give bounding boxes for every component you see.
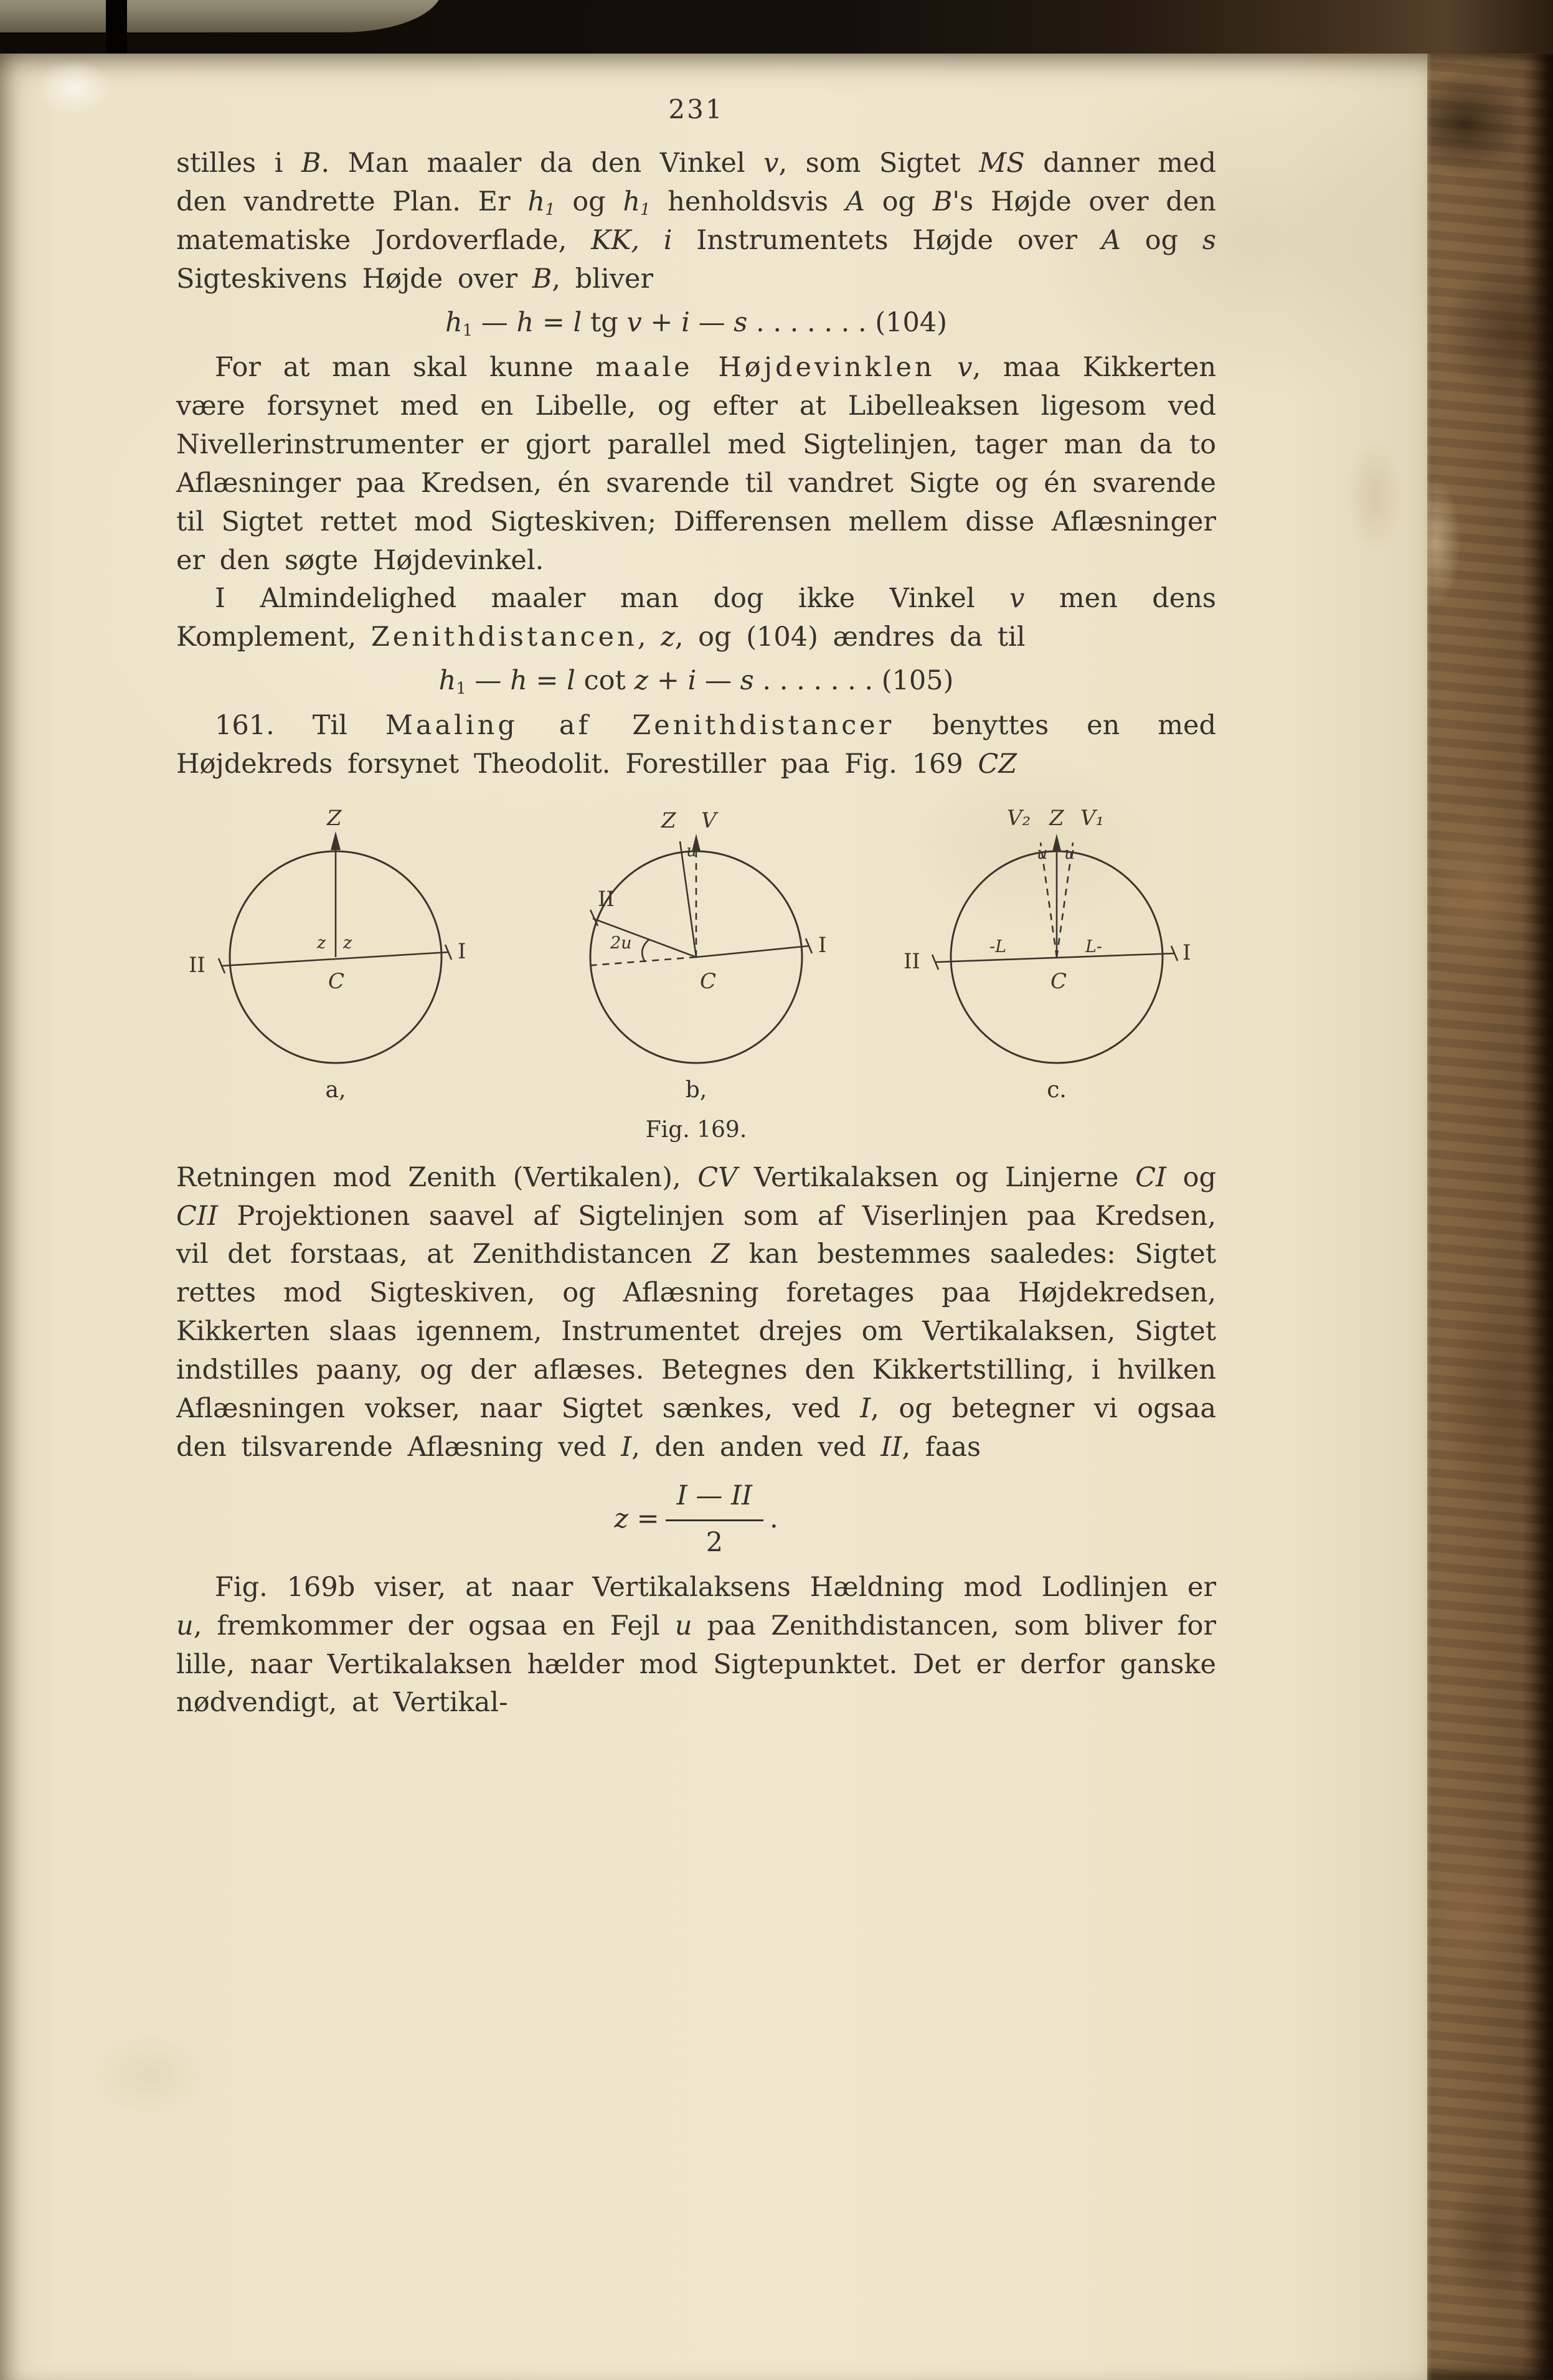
label-z-angle-right: z [343,933,352,953]
tick-left [590,910,598,926]
figure-sublabel-a: a, [325,1077,346,1103]
book-fore-edge [1427,54,1553,2380]
label-v2-axis: V₂ [1007,805,1031,831]
page-number: 231 [668,94,724,125]
paragraph-1: stilles i B. Man maaler da den Vinkel v, som Sigtet MS danner med den vandrette Plan. Er $h_1$ og $h_1$ henholdsvis A og B's Højde over den matematiske Jordoverflade, KK, i Instrumentets Højde over A og s Sigteskivens Højde over B, bliver [176,148,1216,295]
arrowhead [331,831,341,850]
label-level-left: -L [989,937,1007,956]
label-center-c: C [328,968,345,994]
label-center-c: C [1050,968,1067,994]
paper-stain [37,60,112,116]
fraction-lhs: z = [614,1503,659,1535]
label-v-axis: V [701,808,717,833]
paragraph-6: Fig. 169b viser, at naar Vertikalaksens Hældning mod Lodlinjen er u, fremkommer der ogsaa en Fejl u paa Zenithdistancen, som bliver for lille, naar Vertikalaksen hælder mod Sigtepunktet. Det er derfor ganske nødvendigt, at Vertikal- [176,1571,1216,1719]
book-cover-curve [0,0,442,32]
label-z-axis: Z [661,808,676,833]
diagram-b-circle [540,803,852,1070]
index-line-upper-left [593,918,696,957]
index-line [936,953,1175,962]
fraction-period: . [769,1503,778,1535]
formula-104: $h_1$ — h = l tg v + i — s . . . . . . . (104) [445,307,947,340]
label-reading-II: II [189,952,205,978]
figure-169 [176,803,1216,1146]
figure-diagram-b [540,803,852,1107]
formula-zenith-distance [176,1477,1216,1562]
label-u-angle: u [686,841,697,861]
paragraph-5: Retningen mod Zenith (Vertikalen), CV Vertikalaksen og Linjerne CI og CII Projektionen saavel af Sigtelinjen som af Viserlinjen paa Kredsen, vil det forstaas, at Zenithdistancen Z kan bestemmes saaledes: Sigtet rettes mod Sigteskiven, og Aflæsning foretages paa Højdekredsen, Kikkerten slaas igennem, Instrumentet drejes om Vertikalaksen, Sigtet indstilles paany, og der aflæses. Betegnes den Kikkertstilling, i hvilken Aflæsningen vokser, naar Sigtet sænkes, ved I, og betegner vi ogsaa den tilsvarende Aflæsning ved I, den anden ved II, faas [176,1161,1216,1463]
book-cover-top-edge [0,0,1553,54]
paragraph-4-section-161: 161. Til Maaling af Zenithdistancer benyttes en med Højdekreds forsynet Theodolit. Forestiller paa Fig. 169 CZ [176,710,1217,780]
paragraph-3: I Almindelighed maaler man dog ikke Vinkel v men dens Komplement, Zenithdistancen, z, og (104) ændres da til [176,583,1216,653]
fraction-denominator: 2 [706,1526,724,1558]
book-page [0,54,1427,2380]
label-reading-II: II [598,886,615,912]
label-2u-angle: 2u [610,933,632,953]
paper-stain [87,2031,212,2118]
horizontal-dashed-left [585,957,696,966]
label-z-angle-left: z [317,933,326,953]
figure-sublabel-c: c. [1047,1077,1067,1103]
label-u-angle-right: u [1064,843,1075,863]
label-v1-axis: V₁ [1080,805,1105,831]
label-reading-I: I [818,932,827,958]
figure-sublabel-b: b, [685,1077,707,1103]
figure-diagram-a [180,803,491,1107]
diagram-a-circle [180,803,491,1070]
label-level-right: L- [1085,937,1103,956]
label-center-c: C [700,968,717,994]
arrowhead [1052,834,1061,851]
figure-diagram-c [901,803,1212,1107]
label-reading-II: II [904,948,920,974]
label-reading-I: I [458,938,466,964]
figure-caption: Fig. 169. [645,1117,747,1143]
label-z-axis: Z [327,805,342,831]
paper-stain [1346,440,1402,552]
label-u-angle-left: u [1037,843,1048,863]
angle-arc-2u [642,940,649,962]
figure-diagrams-row [176,803,1216,1107]
page-content [176,91,1216,1722]
fraction-numerator: I — II [666,1477,763,1521]
paragraph-2: For at man skal kunne maale Højdevinklen v, maa Kikkerten være forsynet med en Libelle, og efter at Libelleaksen ligesom ved Nivellerinstrumenter er gjort parallel med Sigtelinjen, tager man da to Aflæsninger paa Kredsen, én svarende til vandret Sigte og én svarende til Sigtet rettet mod Sigteskiven; Differensen mellem disse Aflæsninger er den søgte Højdevinkel. [176,352,1217,576]
diagram-c-circle [901,803,1212,1070]
formula-105: $h_1$ — h = l cot z + i — s . . . . . . . (105) [438,665,954,698]
book-cover-notch [106,0,127,54]
fraction [666,1477,763,1562]
label-z-axis: Z [1049,805,1064,831]
index-line-right [696,946,810,957]
label-reading-I: I [1182,940,1191,965]
